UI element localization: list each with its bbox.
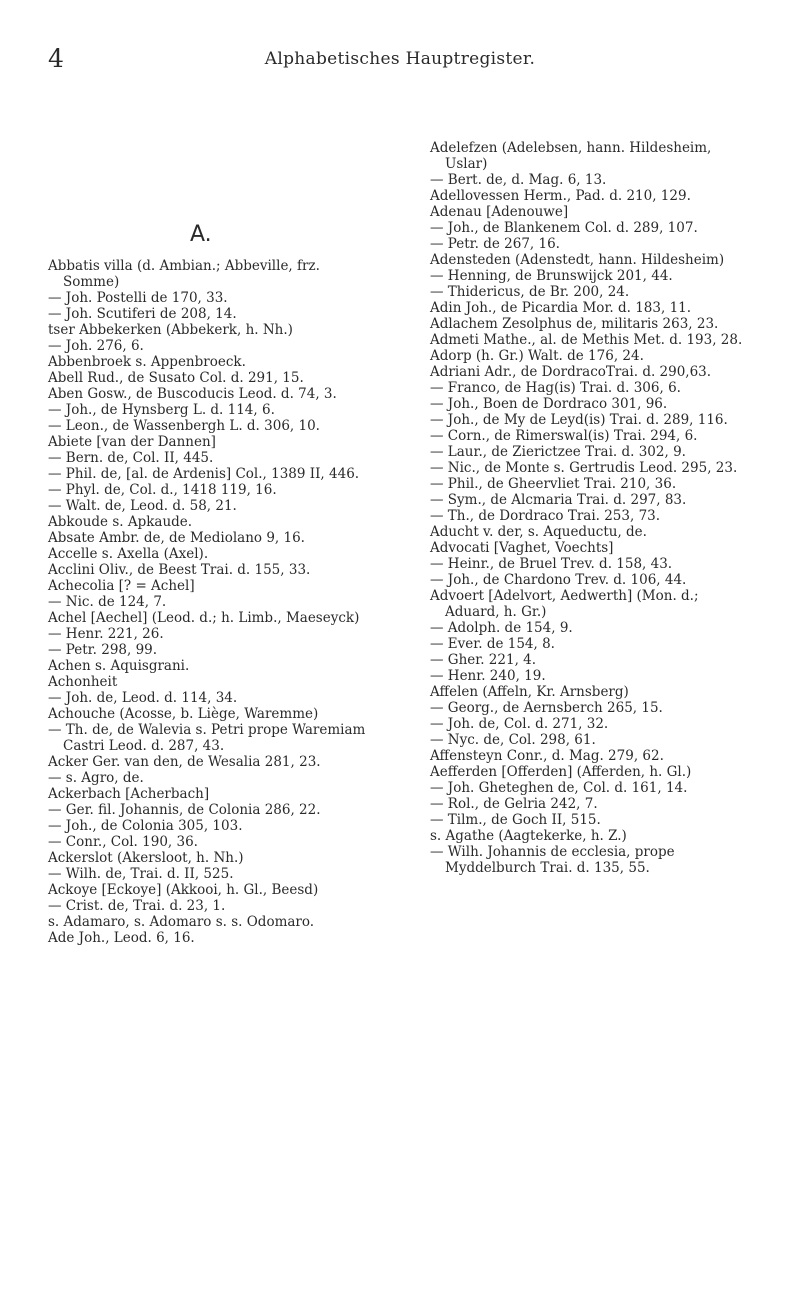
index-entry: — Joh., de My de Leyd(is) Trai. d. 289, 116. [430, 412, 728, 428]
index-entry: — Sym., de Alcmaria Trai. d. 297, 83. [430, 492, 687, 508]
right-index-column [430, 140, 755, 876]
index-entry: — Joh. Postelli de 170, 33. [48, 290, 228, 306]
index-entry: — Petr. de 267, 16. [430, 236, 560, 252]
index-entry: — Joh., de Chardono Trev. d. 106, 44. [430, 572, 687, 588]
index-entry: — Bern. de, Col. II, 445. [48, 450, 214, 466]
index-entry: Achouche (Acosse, b. Liège, Waremme) [48, 706, 319, 722]
index-entry: Achecolia [? = Achel] [48, 578, 195, 594]
index-entry: Aben Gosw., de Buscoducis Leod. d. 74, 3. [48, 386, 337, 402]
page-number: 4 [48, 44, 64, 73]
index-entry: Affensteyn Conr., d. Mag. 279, 62. [430, 748, 664, 764]
index-entry: Adenau [Adenouwe] [430, 204, 569, 220]
left-index-column [48, 258, 373, 946]
running-title: Alphabetisches Hauptregister. [264, 49, 536, 69]
index-entry: Ackerslot (Akersloot, h. Nh.) [48, 850, 244, 866]
index-entry: Achen s. Aquisgrani. [48, 658, 190, 674]
index-entry: Affelen (Affeln, Kr. Arnsberg) [430, 684, 629, 700]
index-entry: — Ger. fil. Johannis, de Colonia 286, 22. [48, 802, 321, 818]
index-entry: — Thidericus, de Br. 200, 24. [430, 284, 630, 300]
index-entry: — Laur., de Zierictzee Trai. d. 302, 9. [430, 444, 686, 460]
index-entry: — Tilm., de Goch II, 515. [430, 812, 601, 828]
section-letter: A. [190, 222, 212, 247]
index-entry: — Joh., de Hynsberg L. d. 114, 6. [48, 402, 275, 418]
index-entry: s. Agathe (Aagtekerke, h. Z.) [430, 828, 627, 844]
index-entry: — Conr., Col. 190, 36. [48, 834, 198, 850]
index-entry: — Joh., Boen de Dordraco 301, 96. [430, 396, 668, 412]
index-entry: Acclini Oliv., de Beest Trai. d. 155, 33. [48, 562, 311, 578]
index-entry: — Crist. de, Trai. d. 23, 1. [48, 898, 226, 914]
index-entry: — Henning, de Brunswijck 201, 44. [430, 268, 673, 284]
index-entry: Adelefzen (Adelebsen, hann. Hildesheim, Uslar) [430, 140, 712, 172]
index-entry: — s. Agro, de. [48, 770, 144, 786]
index-entry: — Nic. de 124, 7. [48, 594, 167, 610]
index-entry: Aducht v. der, s. Aqueductu, de. [430, 524, 647, 540]
index-entry: — Wilh. Johannis de ecclesia, prope Myddelburch Trai. d. 135, 55. [430, 844, 675, 876]
index-entry: Advocati [Vaghet, Voechts] [430, 540, 614, 556]
index-entry: — Joh., de Blankenem Col. d. 289, 107. [430, 220, 698, 236]
index-entry: Abbenbroek s. Appenbroeck. [48, 354, 246, 370]
index-entry: Adensteden (Adenstedt, hann. Hildesheim) [430, 252, 725, 268]
index-entry: — Ever. de 154, 8. [430, 636, 555, 652]
index-entry: Achonheit [48, 674, 118, 690]
index-entry: Adriani Adr., de DordracoTrai. d. 290,63. [430, 364, 712, 380]
index-entry: — Henr. 240, 19. [430, 668, 546, 684]
index-entry: — Georg., de Aernsberch 265, 15. [430, 700, 663, 716]
page-header [0, 44, 800, 80]
index-entry: Ade Joh., Leod. 6, 16. [48, 930, 195, 946]
index-entry: — Gher. 221, 4. [430, 652, 537, 668]
index-entry: Adorp (h. Gr.) Walt. de 176, 24. [430, 348, 644, 364]
index-entry: Abkoude s. Apkaude. [48, 514, 193, 530]
index-entry: — Bert. de, d. Mag. 6, 13. [430, 172, 607, 188]
index-entry: s. Adamaro, s. Adomaro s. s. Odomaro. [48, 914, 315, 930]
index-entry: — Joh. de, Leod. d. 114, 34. [48, 690, 238, 706]
index-entry: Accelle s. Axella (Axel). [48, 546, 209, 562]
index-entry: Ackerbach [Acherbach] [48, 786, 210, 802]
index-entry: — Walt. de, Leod. d. 58, 21. [48, 498, 237, 514]
index-entry: — Th., de Dordraco Trai. 253, 73. [430, 508, 661, 524]
index-entry: Ackoye [Eckoye] (Akkooi, h. Gl., Beesd) [48, 882, 319, 898]
index-entry: — Leon., de Wassenbergh L. d. 306, 10. [48, 418, 320, 434]
index-entry: — Th. de, de Walevia s. Petri prope Waremiam Castri Leod. d. 287, 43. [48, 722, 366, 754]
index-entry: — Adolph. de 154, 9. [430, 620, 573, 636]
index-entry: — Phyl. de, Col. d., 1418 119, 16. [48, 482, 277, 498]
index-entry: — Franco, de Hag(is) Trai. d. 306, 6. [430, 380, 681, 396]
index-entry: — Petr. 298, 99. [48, 642, 158, 658]
index-entry: Abbatis villa (d. Ambian.; Abbeville, frz. Somme) [48, 258, 320, 290]
index-entry: — Nyc. de, Col. 298, 61. [430, 732, 596, 748]
index-entry: — Rol., de Gelria 242, 7. [430, 796, 598, 812]
index-entry: — Wilh. de, Trai. d. II, 525. [48, 866, 234, 882]
index-entry: — Joh. Gheteghen de, Col. d. 161, 14. [430, 780, 688, 796]
index-entry: Advoert [Adelvort, Aedwerth] (Mon. d.; Aduard, h. Gr.) [430, 588, 699, 620]
index-entry: Acker Ger. van den, de Wesalia 281, 23. [48, 754, 321, 770]
index-entry: — Henr. 221, 26. [48, 626, 164, 642]
index-entry: Abell Rud., de Susato Col. d. 291, 15. [48, 370, 304, 386]
index-entry: tser Abbekerken (Abbekerk, h. Nh.) [48, 322, 293, 338]
index-entry: Admeti Mathe., al. de Methis Met. d. 193, 28. [430, 332, 743, 348]
index-entry: Absate Ambr. de, de Mediolano 9, 16. [48, 530, 305, 546]
index-entry: — Joh. de, Col. d. 271, 32. [430, 716, 609, 732]
index-entry: Adlachem Zesolphus de, militaris 263, 23. [430, 316, 719, 332]
index-entry: — Joh., de Colonia 305, 103. [48, 818, 243, 834]
index-entry: Adellovessen Herm., Pad. d. 210, 129. [430, 188, 691, 204]
index-entry: — Heinr., de Bruel Trev. d. 158, 43. [430, 556, 673, 572]
index-entry: — Phil. de, [al. de Ardenis] Col., 1389 II, 446. [48, 466, 360, 482]
index-entry: Adin Joh., de Picardia Mor. d. 183, 11. [430, 300, 692, 316]
index-entry: — Joh. 276, 6. [48, 338, 144, 354]
index-entry: Aefferden [Offerden] (Afferden, h. Gl.) [430, 764, 692, 780]
index-entry: Abiete [van der Dannen] [48, 434, 216, 450]
index-entry: — Corn., de Rimerswal(is) Trai. 294, 6. [430, 428, 698, 444]
index-entry: Achel [Aechel] (Leod. d.; h. Limb., Maeseyck) [48, 610, 360, 626]
index-entry: — Joh. Scutiferi de 208, 14. [48, 306, 237, 322]
index-entry: — Nic., de Monte s. Gertrudis Leod. 295, 23. [430, 460, 738, 476]
index-entry: — Phil., de Gheervliet Trai. 210, 36. [430, 476, 677, 492]
